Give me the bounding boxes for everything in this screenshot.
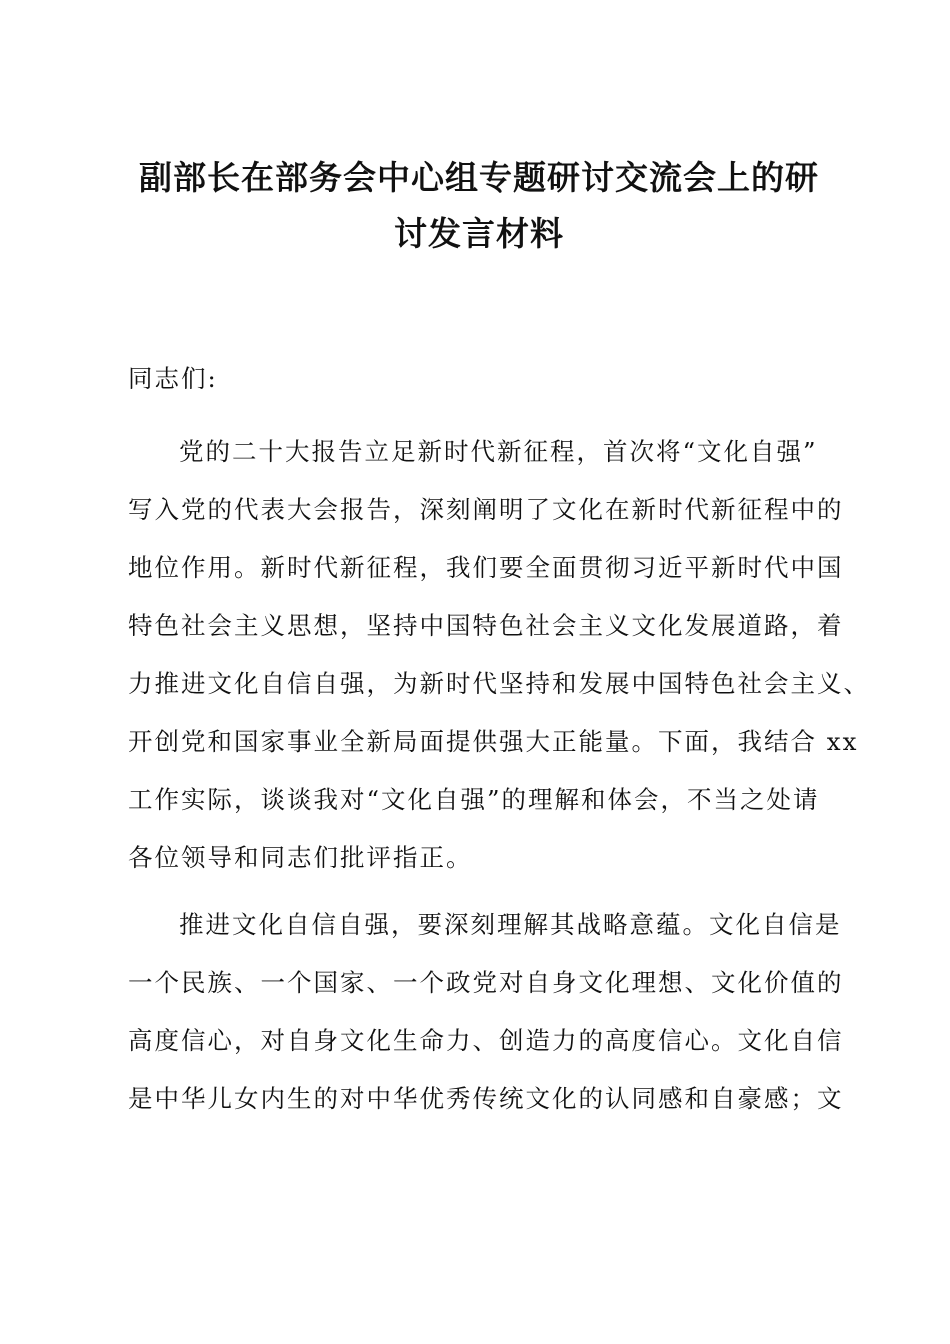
title-line-1: 副部长在部务会中心组专题研讨交流会上的研 bbox=[139, 158, 819, 197]
paragraph-line: 党的二十大报告立足新时代新征程，首次将“文化自强” bbox=[179, 437, 818, 466]
paragraph-line: 各位领导和同志们批评指正。 bbox=[128, 843, 473, 872]
paragraph-line: 地位作用。新时代新征程，我们要全面贯彻习近平新时代中国 bbox=[128, 553, 844, 582]
paragraph-line: 写入党的代表大会报告，深刻阐明了文化在新时代新征程中的 bbox=[128, 495, 844, 524]
paragraph-line: 推进文化自信自强，要深刻理解其战略意蕴。文化自信是 bbox=[179, 910, 842, 939]
paragraph-2 bbox=[128, 896, 844, 1128]
paragraph-line: 高度信心，对自身文化生命力、创造力的高度信心。文化自信 bbox=[128, 1026, 844, 1055]
paragraph-1 bbox=[128, 423, 870, 887]
paragraph-line: 力推进文化自信自强，为新时代坚持和发展中国特色社会主义、 bbox=[128, 669, 870, 698]
paragraph-line: 是中华儿女内生的对中华优秀传统文化的认同感和自豪感；文 bbox=[128, 1084, 844, 1113]
paragraph-line: 工作实际，谈谈我对“文化自强”的理解和体会，不当之处请 bbox=[128, 785, 820, 814]
salutation-text: 同志们: bbox=[128, 364, 218, 393]
title-line-2: 讨发言材料 bbox=[394, 214, 564, 253]
paragraph-line: 特色社会主义思想，坚持中国特色社会主义文化发展道路，着 bbox=[128, 611, 844, 640]
paragraph-line: 一个民族、一个国家、一个政党对自身文化理想、文化价值的 bbox=[128, 968, 844, 997]
salutation bbox=[128, 350, 834, 408]
document-title bbox=[128, 150, 830, 262]
paragraph-line: 开创党和国家事业全新局面提供强大正能量。下面，我结合 xx bbox=[128, 727, 859, 756]
